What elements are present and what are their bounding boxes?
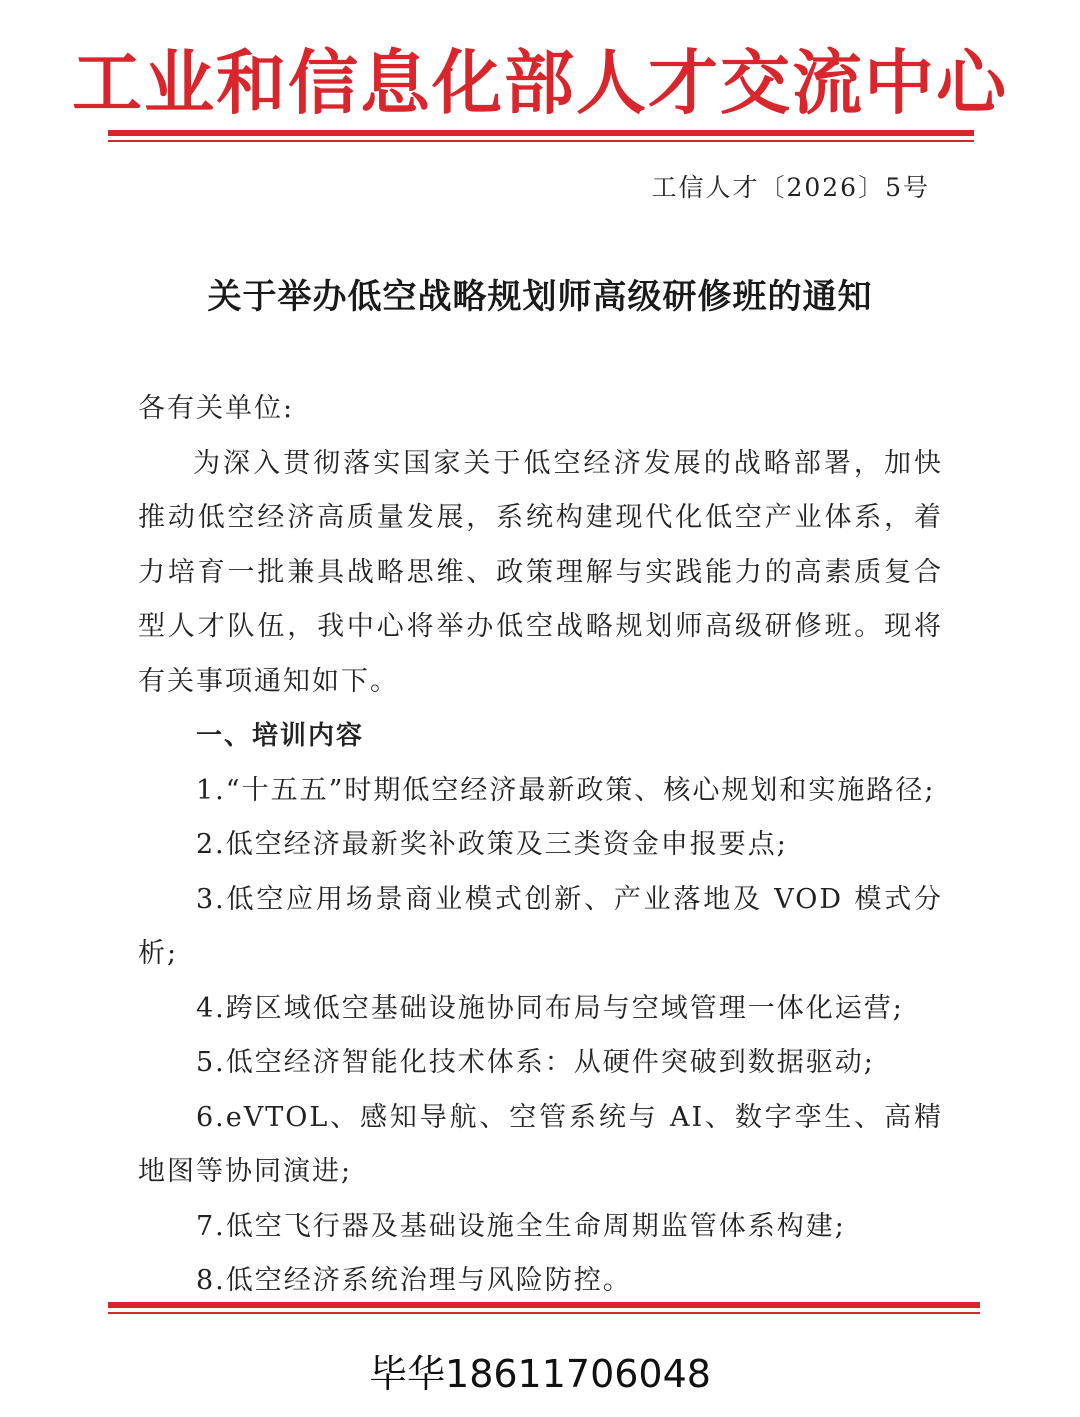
document-number: 工信人才〔2026〕5号	[651, 173, 930, 202]
salutation: 各有关单位:	[138, 393, 295, 424]
list-item: 2.低空经济最新奖补政策及三类资金申报要点;	[196, 829, 788, 860]
divider-thick-line	[108, 1302, 980, 1308]
notice-title: 关于举办低空战略规划师高级研修班的通知	[207, 277, 873, 317]
divider-thick-line	[108, 130, 974, 136]
notice-body	[138, 382, 943, 1309]
training-content-list	[138, 764, 943, 1309]
list-item: 1.“十五五”时期低空经济最新政策、核心规划和实施路径;	[196, 774, 936, 806]
contact-info: 毕华18611706048	[369, 1352, 711, 1396]
list-item: 5.低空经济智能化技术体系：从硬件突破到数据驱动;	[196, 1047, 875, 1078]
letterhead-divider	[108, 130, 974, 142]
footer-divider	[108, 1302, 980, 1314]
list-item: 8.低空经济系统治理与风险防控。	[196, 1265, 632, 1296]
divider-thin-line	[108, 1312, 980, 1314]
divider-thin-line	[108, 140, 974, 142]
organization-letterhead: 工业和信息化部人才交流中心	[72, 42, 1008, 124]
list-item: 7.低空飞行器及基础设施全生命周期监管体系构建;	[196, 1210, 846, 1242]
intro-paragraph: 为深入贯彻落实国家关于低空经济发展的战略部署，加快推动低空经济高质量发展，系统构建现代化低空产业体系，着力培育一批兼具战略思维、政策理解与实践能力的高素质复合型人才队伍，我中心将举办低空战略规划师高级研修班。现将有关事项通知如下。	[138, 447, 943, 697]
list-item: 6.eVTOL、感知导航、空管系统与 AI、数字孪生、高精地图等协同演进;	[138, 1101, 943, 1187]
section-heading-training-content: 一、培训内容	[196, 721, 365, 751]
list-item: 3.低空应用场景商业模式创新、产业落地及 VOD 模式分析;	[138, 883, 943, 969]
list-item: 4.跨区域低空基础设施协同布局与空域管理一体化运营;	[196, 992, 904, 1024]
